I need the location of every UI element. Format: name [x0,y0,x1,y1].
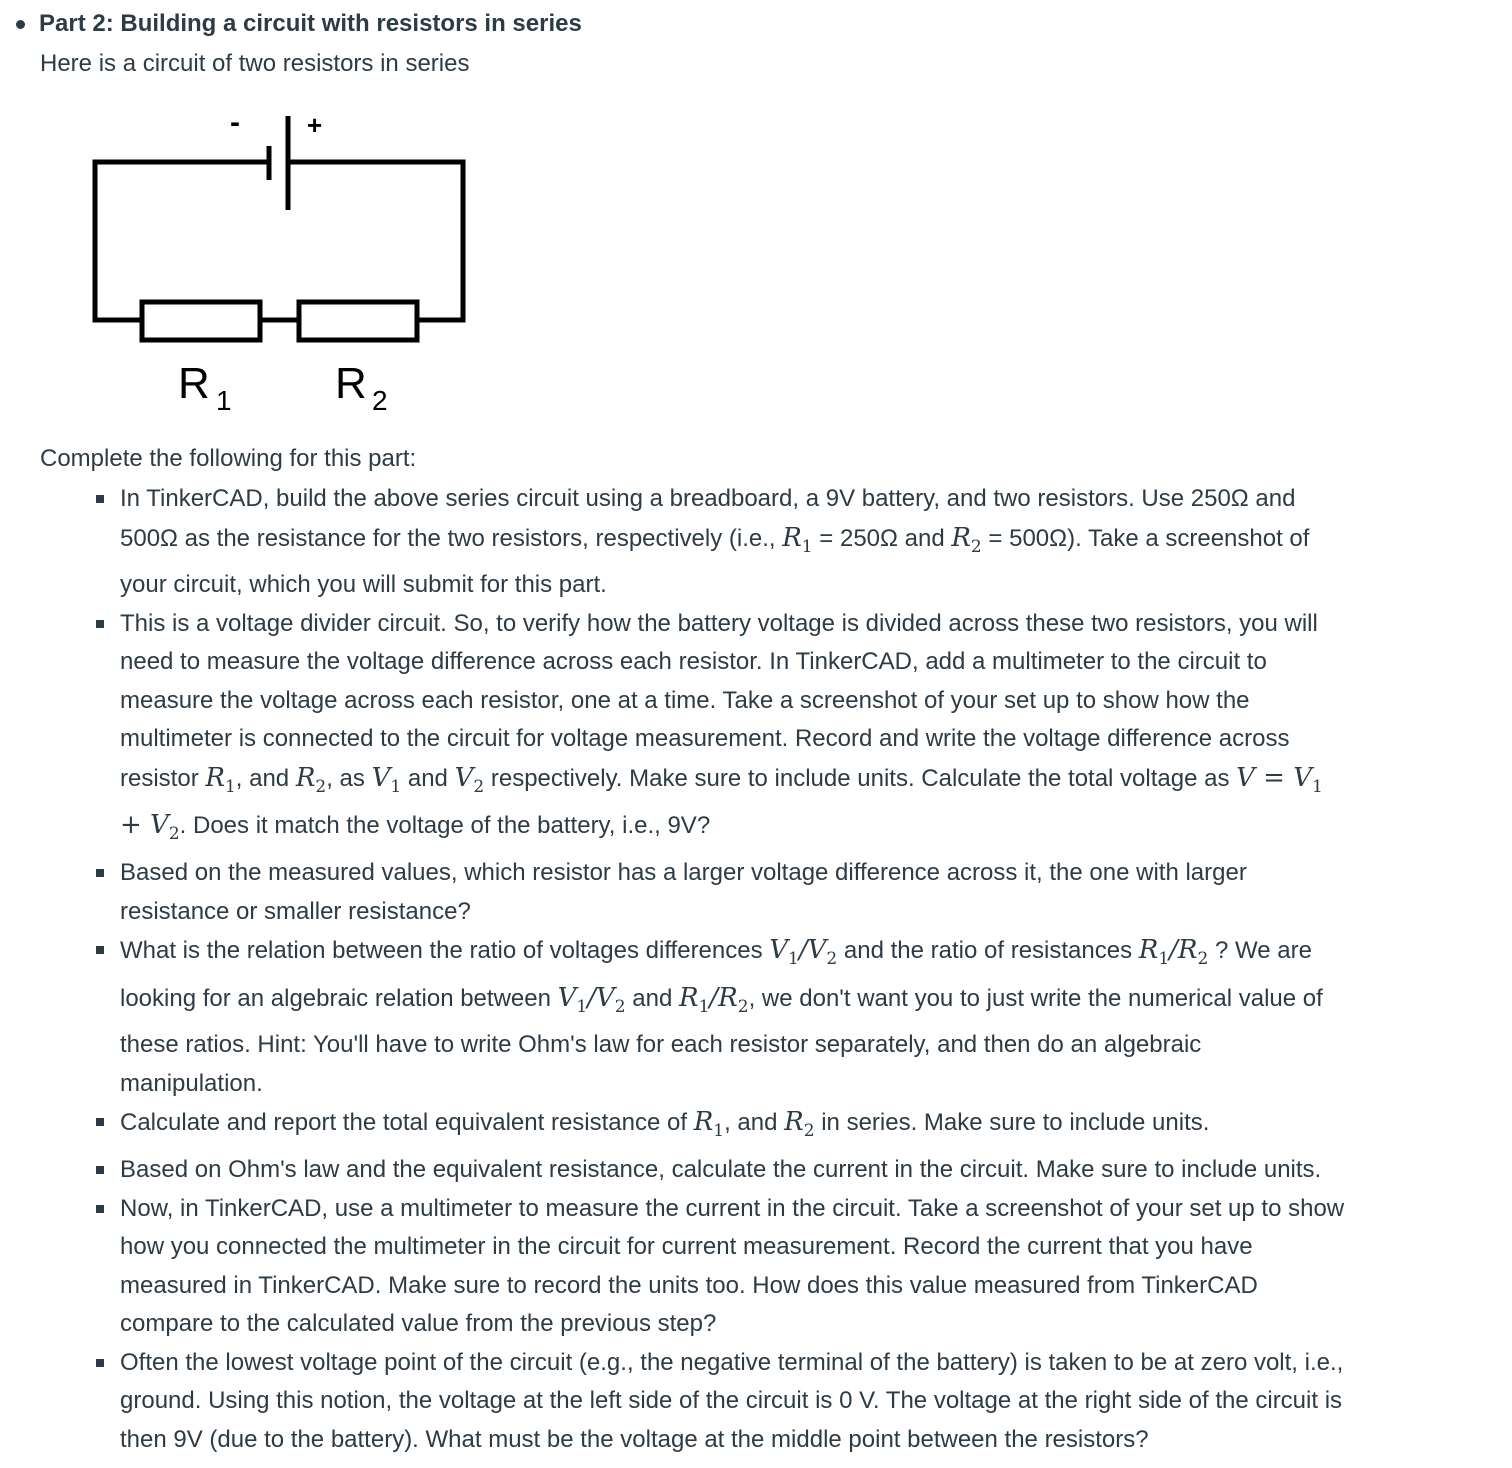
square-bullet-icon [96,946,104,954]
square-bullet-icon [96,869,104,877]
plus-sign: + [307,110,323,140]
task-text: , and [724,1109,785,1137]
wire-right [288,162,463,320]
math-subscript: 1 [576,996,588,1017]
r1-subscript: 1 [216,385,232,416]
math-expression: $R_1$ [679,982,710,1017]
task-text: and [625,984,679,1012]
square-bullet-icon [96,1359,104,1367]
math-subscript: 1 [698,996,710,1017]
square-bullet-icon [96,620,104,628]
task-text: , and [235,764,296,792]
part-heading [16,10,582,38]
circuit-wires [95,116,463,340]
math-subscript: 2 [473,776,485,797]
task-text: = 250Ω and [812,524,952,552]
task-text: Based on Ohm's law and the equivalent resistance, calculate the current in the circuit. Make sure to include units. [120,1156,1322,1184]
math-expression: $V_1$ [557,982,588,1017]
math-subscript: 2 [614,996,626,1017]
square-bullet-icon [96,1205,104,1213]
task-text: , as [326,764,372,792]
math-expression: $R_1$ [205,762,236,797]
math-subscript: 1 [801,536,813,557]
r1-label: R [178,359,210,408]
series-circuit-diagram [80,100,480,420]
part-title: Part 2: Building a circuit with resistors in series [39,10,582,37]
math-subscript: 1 [713,1121,725,1142]
wire-left [95,162,269,320]
resistor-r2 [299,302,417,340]
math-expression: $R_2$ [951,522,982,557]
math-expression: $R_2$ [295,762,327,797]
task-list [120,480,1345,1459]
task-text: This is a voltage divider circuit. So, to verify how the battery voltage is divided across these two resistors, you will need to measure the voltage difference across each resistor. In TinkerCAD, add a multimeter to the circuit to measure the voltage across each resistor, one at a time. Take a screenshot of your set up to show how the multimeter is connected to the circuit for voltage measurement. Record and write the voltage difference across resistor [120,609,1318,792]
task-item [120,1344,1345,1460]
square-bullet-icon [96,1118,104,1126]
r2-subscript: 2 [372,385,388,416]
math-expression: $V_1$ [371,762,402,797]
math-expression: $/V_2$ [798,935,838,970]
math-expression: $R_1$ [1138,935,1170,970]
task-text: Often the lowest voltage point of the circuit (e.g., the negative terminal of the battery) is taken to be at zero volt, i.e., ground. Using this notion, the voltage at the left side of the circuit is 0 V. The voltage at the right side of the circuit is then 9V (due to the battery). What must be the voltage at the middle point between the resistors? [120,1348,1344,1453]
math-subscript: 2 [168,824,180,845]
square-bullet-icon [96,495,104,503]
math-subscript: 1 [1312,776,1323,797]
task-text: = 500Ω). Take a screenshot of your circuit, which you will submit for this part. [120,524,1310,599]
r2-label: R [335,359,367,408]
task-text: respectively. Make sure to include units. Calculate the total voltage as [484,764,1237,792]
math-expression: $R_1$ [782,522,813,557]
math-subscript: 1 [390,776,402,797]
task-text: What is the relation between the ratio of voltages differences [120,937,770,965]
square-bullet-icon [96,1166,104,1174]
instructions-label: Complete the following for this part: [40,445,417,472]
math-expression: + $V_2$ [120,810,180,845]
task-text: and [401,764,455,792]
math-subscript: 2 [826,949,838,970]
task-text: in series. Make sure to include units. [814,1109,1210,1137]
math-subscript: 2 [1197,949,1209,970]
math-subscript: 2 [970,536,982,557]
math-subscript: 1 [224,776,236,797]
task-text: Based on the measured values, which resistor has a larger voltage difference across it, the one with larger resistance or smaller resistance? [120,859,1247,925]
task-item [120,1190,1345,1344]
task-text: ? We are looking for an algebraic relation between [120,937,1312,1012]
math-subscript: 2 [315,776,327,797]
math-subscript: 1 [788,949,799,970]
task-item [120,605,1345,854]
task-item [120,1103,1345,1151]
task-item [120,931,1345,1103]
math-expression: $V_2$ [454,762,485,797]
intro-text: Here is a circuit of two resistors in series [40,50,470,77]
task-text: Now, in TinkerCAD, use a multimeter to measure the current in the circuit. Take a screenshot of your set up to show how you connected the multimeter in the circuit for current measurement. Record the current that you have measured in TinkerCAD. Make sure to record the units too. How does this value measured from TinkerCAD compare to the calculated value from the previous step? [120,1194,1345,1338]
bullet-icon [16,20,25,29]
math-subscript: 2 [737,996,749,1017]
math-subscript: 1 [1158,949,1170,970]
math-expression: $/R_2$ [709,982,749,1017]
task-text: and the ratio of resistances [837,937,1139,965]
math-expression: $R_1$ [693,1107,725,1142]
task-text: Calculate and report the total equivalent resistance of [120,1109,694,1137]
task-item [120,854,1345,931]
task-text: . Does it match the voltage of the battery, i.e., 9V? [179,812,711,840]
task-text: , we don't want you to just write the numerical value of these ratios. Hint: You'll have to write Ohm's law for each resistor separately, and then do an algebraic manipulation. [120,984,1323,1097]
math-subscript: 2 [803,1121,815,1142]
math-expression: $V_1$ [769,935,799,970]
task-item [120,1151,1345,1190]
task-text: In TinkerCAD, build the above series circuit using a breadboard, a 9V battery, and two resistors. Use 250Ω and 500Ω as the resistance for the two resistors, respectively (i.e., [120,485,1296,552]
math-expression: $/R_2$ [1169,935,1209,970]
math-expression: $/V_2$ [587,982,626,1017]
minus-sign: - [230,106,240,139]
math-expression: $V = V_1$ [1236,762,1323,797]
math-expression: $R_2$ [784,1107,815,1142]
task-item [120,480,1345,605]
resistor-r1 [142,302,260,340]
